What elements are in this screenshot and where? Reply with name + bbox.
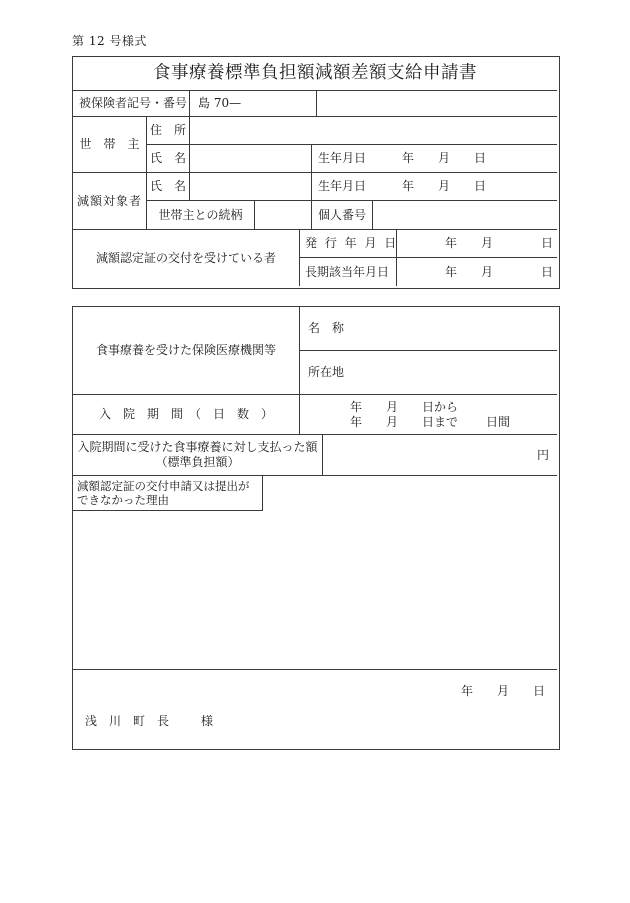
householder-address-field	[190, 117, 557, 145]
honorific-label: 様	[201, 713, 214, 728]
issue-date-value: 年 月 日	[397, 230, 557, 258]
paid-amount-field: 円	[323, 435, 557, 476]
longterm-date-value: 年 月 日	[444, 264, 553, 279]
institution-label: 食事療養を受けた保険医療機関等	[73, 307, 300, 395]
paid-amount-label-line1: 入院期間に受けた食事療養に対し支払った額	[77, 440, 318, 454]
hospitalization-period-value	[300, 395, 557, 435]
reason-label-line2: できなかった理由	[77, 493, 169, 507]
certificate-holder-label: 減額認定証の交付を受けている者	[73, 230, 300, 286]
form-number: 第 12 号様式	[72, 34, 147, 48]
addressee-line	[85, 713, 385, 729]
householder-address-label: 住 所	[147, 117, 190, 145]
householder-name-field	[190, 145, 312, 173]
hospitalization-from: 年 月 日から	[350, 399, 459, 414]
insured-symbol-extra-field	[317, 91, 557, 117]
reason-label	[73, 476, 263, 511]
householder-name-label: 氏 名	[147, 145, 190, 173]
issue-date-label: 発 行 年 月 日	[300, 230, 397, 258]
hospitalization-to-line	[350, 415, 510, 430]
target-birthdate: 生年月日 年 月 日	[312, 173, 557, 201]
householder-label: 世 帯 主	[73, 117, 147, 173]
paid-amount-label-line2: （標準負担額）	[155, 455, 240, 469]
personal-number-field	[373, 201, 557, 230]
hospitalization-period-label: 入 院 期 間 （ 日 数 ）	[73, 395, 300, 435]
institution-name-label: 名 称	[300, 307, 557, 351]
reduction-target-label: 減額対象者	[73, 173, 147, 230]
relation-label: 世帯主との続柄	[147, 201, 255, 230]
reason-label-line1: 減額認定証の交付申請又は提出が	[77, 478, 250, 493]
institution-address-label: 所在地	[300, 351, 557, 395]
target-name-field	[190, 173, 312, 201]
personal-number-label: 個人番号	[312, 201, 373, 230]
footer-section	[73, 669, 557, 747]
paid-amount-label	[73, 435, 323, 476]
longterm-date-label: 長期該当年月日	[300, 258, 397, 286]
householder-birthdate: 生年月日 年 月 日	[312, 145, 557, 173]
applicant-info-table	[72, 56, 560, 289]
insured-symbol-value: 島 70—	[190, 91, 317, 117]
target-name-label: 氏 名	[147, 173, 190, 201]
mayor-label: 浅 川 町 長	[85, 713, 170, 728]
reason-field	[263, 476, 557, 669]
insured-symbol-label: 被保険者記号・番号	[73, 91, 190, 117]
hospitalization-days: 日間	[486, 414, 511, 429]
claim-detail-table	[72, 306, 560, 750]
hospitalization-to: 年 月 日まで	[350, 414, 459, 429]
footer-date: 年 月 日	[460, 683, 545, 698]
relation-field	[255, 201, 312, 230]
form-title: 食事療養標準負担額減額差額支給申請書	[73, 57, 557, 91]
